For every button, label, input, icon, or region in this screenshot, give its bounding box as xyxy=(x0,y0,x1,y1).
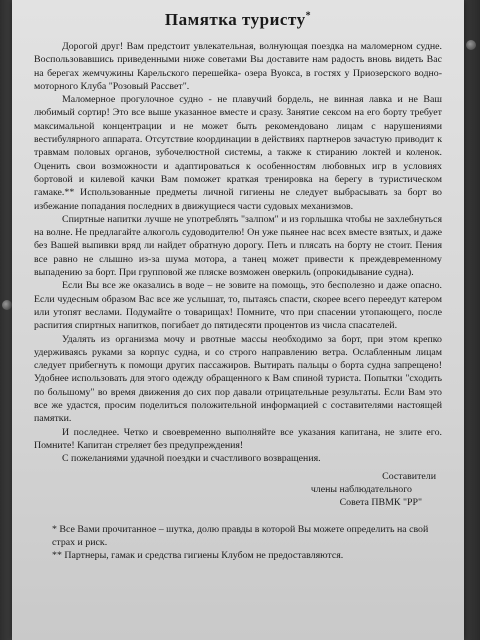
signature-line: Составители xyxy=(382,470,436,482)
paragraph: Спиртные напитки лучше не употреблять "залпом" и из горлышка чтобы не захлебнуться на волне. Не предлагайте алкоголь судоводителю! Он уже пьянее нас всех вместе взятых, и даже без Вашей выпивки вряд ли найдет обратную дорогу. Петь и плясать на борту не стоит. Пения все равно не слышно из-за шума мотора, а танец может привести к преждевременному выпадению за борт. При групповой же пляске возможен оверкиль (опрокидывание судна). xyxy=(34,213,442,279)
paragraph: Дорогой друг! Вам предстоит увлекательная, волнующая поездка на маломерном судне. Воспользовавшись приведенными ниже советами Вы доставите нам радость вновь видеть Вас на берегах жемчужины Карельского перешейка- озера Вуокса, в гостях у Приозерского водно-моторного Клуба "Розовый Рассвет". xyxy=(34,41,442,92)
wall-rivet xyxy=(466,40,476,50)
notice-body xyxy=(34,40,442,466)
paragraph: Удалять из организма мочу и рвотные массы необходимо за борт, при этом крепко удерживаясь руками за корпус судна, и со строго направлению ветра. Ослабленным лицам следует прибегнуть к помощи других пассажиров. Вытирать пальцы о борта судна запрещено! Удобнее использовать для этого одежду обращенного к Вам спиной туриста. Попытки "сходить по большому" во время движения до сих пор давали отрицательные результаты. Если Вам это все же удастся, просим поделиться положительной информацией с составителями настоящей памятки. xyxy=(34,333,442,425)
paragraph: И последнее. Четко и своевременно выполняйте все указания капитана, не злите его. Помните! Капитан стреляет без предупреждения! xyxy=(34,426,442,451)
signature-block xyxy=(34,470,442,509)
footnote: ** Партнеры, гамак и средства гигиены Клубом не предоставляются. xyxy=(52,549,344,561)
page-title xyxy=(34,10,442,30)
paragraph: Если Вы все же оказались в воде – не зовите на помощь, это бесполезно и даже опасно. Если чудесным образом Вас все же услышат, то, пытаясь спасти, скорее всего переедут катером или утопят веслами. Подумайте о товарищах! Помните, что при спасении утопающего, после распития спиртных напитков, погибает до пятидесяти процентов из числа спасателей. xyxy=(34,280,442,332)
wall-rivet xyxy=(2,300,12,310)
notice-sheet xyxy=(12,0,464,640)
signature-line: Совета ПВМК "РР" xyxy=(339,496,422,508)
title-footnote-mark: * xyxy=(305,10,312,22)
footnote: * Все Вами прочитанное – шутка, долю правды в которой Вы можете определить на свой страх и риск. xyxy=(52,523,429,548)
signature-line: члены наблюдательного xyxy=(310,483,412,495)
title-text: Памятка туристу xyxy=(164,10,306,29)
paragraph: Маломерное прогулочное судно - не плавучий бордель, не винная лавка и не Ваш любимый сортир! Это все выше указанное вместе и сразу. Занятие сексом на его борту требует максимальной концентрации и не может быть рекомендовано лицам с нарушениями вестибулярного аппарата. Отсутствие координации в действиях партнеров зачастую приводит к травмам половых органов, зубочелюстной системы, а также к стиранию локтей и коленок. Оценить свои возможности и адаптироваться к особенностям любовных игр в условиях бортовой и килевой качки Вам поможет краткая тренировка на берегу в туристическом гамаке.** Использованные предметы личной гигиены не следует выбрасывать за борт во избежание попадания последних в движущиеся части судовых механизмов. xyxy=(34,94,442,212)
paragraph: С пожеланиями удачной поездки и счастливого возвращения. xyxy=(62,453,321,465)
footnotes xyxy=(34,523,442,562)
